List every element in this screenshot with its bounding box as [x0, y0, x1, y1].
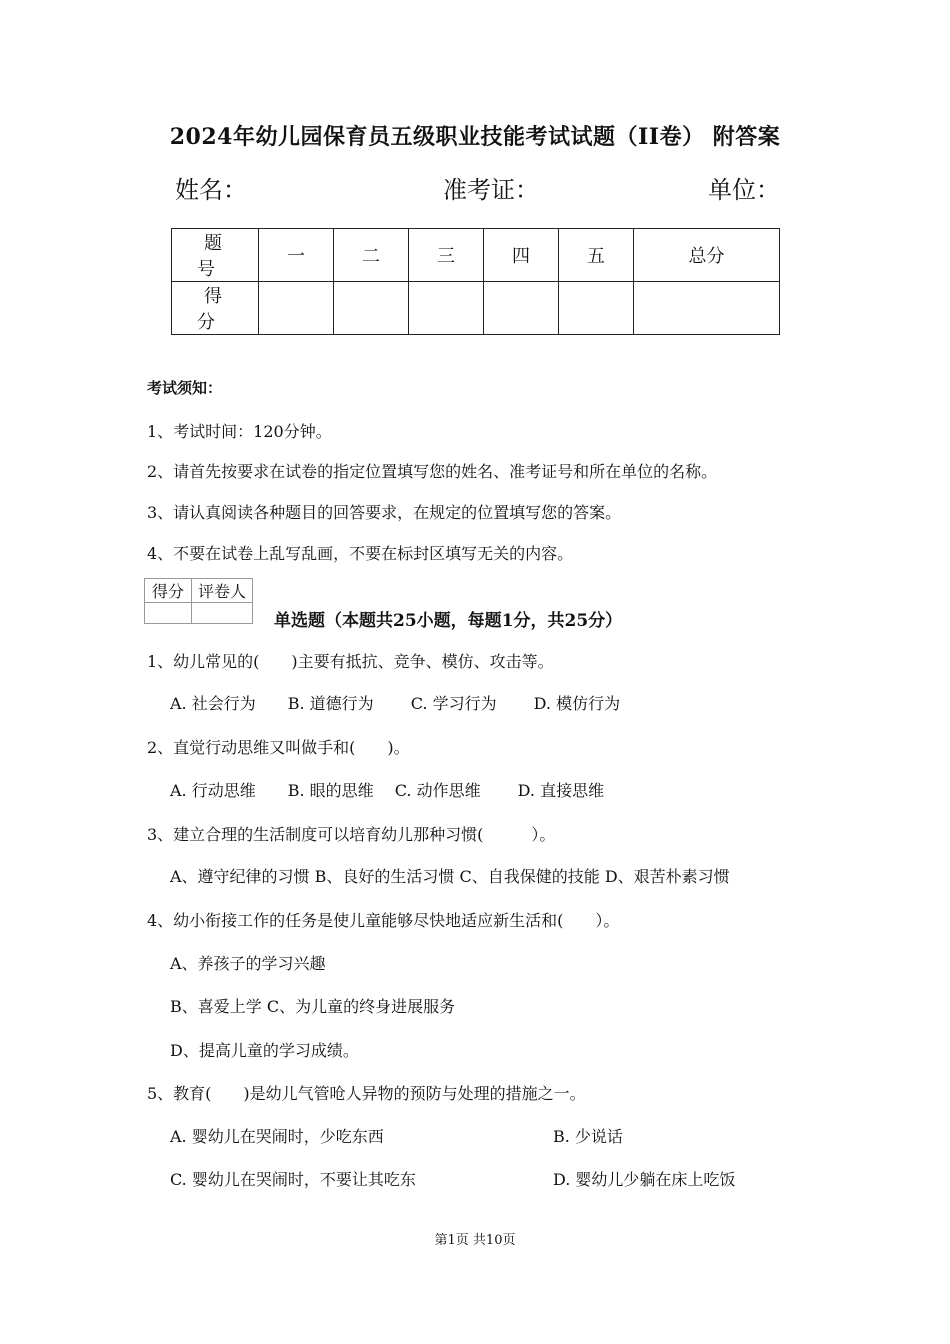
score-table-cell: 题 号 [172, 229, 259, 282]
question-options: A. 社会行为 B. 道德行为 C. 学习行为 D. 模仿行为 [170, 694, 621, 713]
score-input-cell[interactable] [408, 282, 483, 335]
question-stem: 1、幼儿常见的( )主要有抵抗、竞争、模仿、攻击等。 [147, 652, 554, 671]
score-table-cell: 三 [408, 229, 483, 282]
grader-box [144, 578, 253, 624]
notice-item: 4、不要在试卷上乱写乱画，不要在标封区填写无关的内容。 [147, 544, 574, 563]
grader-score-label: 得分 [145, 579, 192, 603]
score-input-cell[interactable] [558, 282, 633, 335]
score-table-cell: 二 [333, 229, 408, 282]
score-input-cell[interactable] [633, 282, 779, 335]
question-stem: 2、直觉行动思维又叫做手和( )。 [147, 738, 410, 757]
question-stem: 3、建立合理的生活制度可以培育幼儿那种习惯( ）。 [147, 825, 556, 844]
name-label: 姓名： [175, 176, 247, 204]
grader-reviewer-cell[interactable] [192, 603, 253, 624]
score-input-cell[interactable] [333, 282, 408, 335]
score-table-score-row [172, 282, 780, 335]
question-stem: 5、教育( )是幼儿气管呛人异物的预防与处理的措施之一。 [147, 1084, 586, 1103]
section-heading: 单选题（本题共25小题，每题1分，共25分） [274, 611, 623, 631]
score-table-cell: 一 [259, 229, 334, 282]
question-options: A. 行动思维 B. 眼的思维 C. 动作思维 D. 直接思维 [170, 781, 605, 800]
question-option: B、喜爱上学 C、为儿童的终身进展服务 [170, 997, 456, 1016]
question-option-d: D. 婴幼儿少躺在床上吃饭 [553, 1170, 736, 1189]
notice-item: 1、考试时间：120分钟。 [147, 422, 332, 441]
score-row-label: 得 分 [172, 282, 259, 335]
unit-label: 单位： [708, 176, 780, 204]
page-title: 2024年幼儿园保育员五级职业技能考试试题（II卷） 附答案 [169, 124, 781, 150]
question-option-c: C. 婴幼儿在哭闹时，不要让其吃东 [170, 1170, 416, 1189]
page-number: 第1页 共10页 [434, 1233, 516, 1248]
candidate-info-line [175, 170, 780, 202]
notice-title: 考试须知： [147, 379, 223, 397]
question-option: D、提高儿童的学习成绩。 [170, 1041, 359, 1060]
notice-item: 2、请首先按要求在试卷的指定位置填写您的姓名、准考证号和所在单位的名称。 [147, 462, 718, 481]
score-table-cell: 五 [558, 229, 633, 282]
score-table-header-row [172, 229, 780, 282]
exam-number-label: 准考证： [443, 176, 539, 204]
question-option-a: A. 婴幼儿在哭闹时，少吃东西 [170, 1127, 384, 1146]
question-option-b: B. 少说话 [553, 1127, 623, 1146]
score-input-cell[interactable] [483, 282, 558, 335]
grader-reviewer-label: 评卷人 [192, 579, 253, 603]
score-table-cell: 四 [483, 229, 558, 282]
notice-item: 3、请认真阅读各种题目的回答要求，在规定的位置填写您的答案。 [147, 503, 622, 522]
score-table [171, 228, 780, 335]
score-table-cell: 总分 [633, 229, 779, 282]
question-option: A、养孩子的学习兴趣 [170, 954, 326, 973]
question-stem: 4、幼小衔接工作的任务是使儿童能够尽快地适应新生活和( ）。 [147, 911, 620, 930]
grader-score-cell[interactable] [145, 603, 192, 624]
question-options: A、遵守纪律的习惯 B、良好的生活习惯 C、自我保健的技能 D、艰苦朴素习惯 [170, 867, 730, 886]
